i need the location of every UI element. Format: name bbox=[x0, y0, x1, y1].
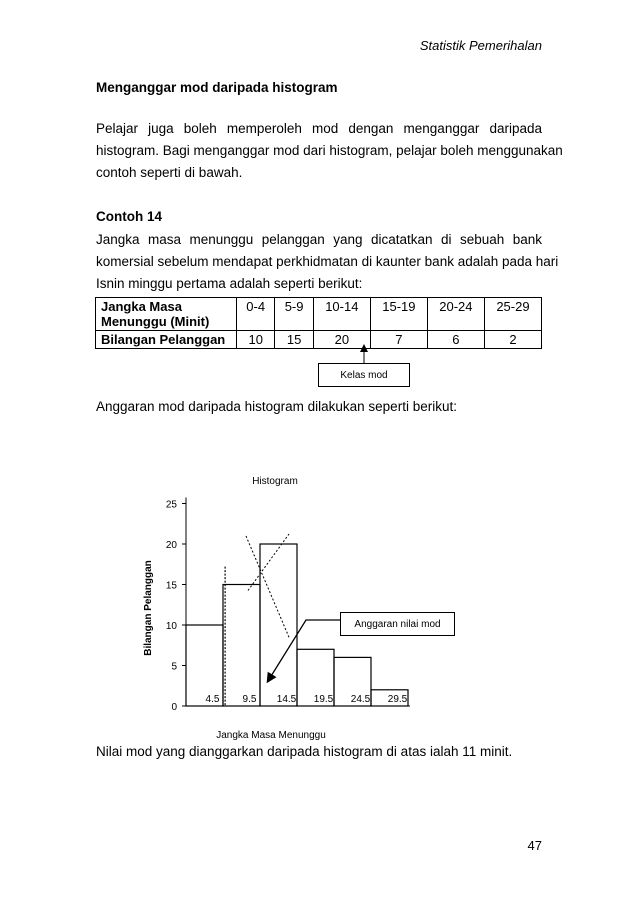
table-cell: 25-29 bbox=[484, 298, 541, 331]
x-boundary-label: 14.5 bbox=[276, 694, 297, 705]
y-tick-label: 25 bbox=[165, 499, 177, 511]
x-boundary-label: 19.5 bbox=[313, 694, 334, 705]
table-cell: 15 bbox=[275, 331, 313, 349]
y-tick-label: 10 bbox=[165, 621, 177, 632]
table-row-header: Bilangan Pelanggan bbox=[96, 331, 237, 349]
section-title: Menganggar mod daripada histogram bbox=[96, 80, 338, 95]
table-cell: 10 bbox=[237, 331, 275, 349]
table-cell: 15-19 bbox=[370, 298, 427, 331]
y-axis-label: Bilangan Pelanggan bbox=[143, 560, 154, 656]
x-boundary-label: 4.5 bbox=[205, 694, 220, 705]
table-cell: 5-9 bbox=[275, 298, 313, 331]
anggaran-nilai-mod-label: Anggaran nilai mod bbox=[340, 612, 455, 636]
table-cell: 10-14 bbox=[313, 298, 370, 331]
example-line: komersial sebelum mendapat perkhidmatan di kaunter bank adalah pada hari bbox=[96, 254, 559, 269]
kelas-mod-label: Kelas mod bbox=[318, 363, 410, 387]
intro-line: contoh seperti di bawah. bbox=[96, 165, 243, 180]
conclusion-text: Nilai mod yang dianggarkan daripada histogram di atas ialah 11 minit. bbox=[96, 744, 513, 759]
histogram-bar bbox=[223, 585, 260, 707]
x-boundary-label: 9.5 bbox=[242, 694, 257, 705]
example-line: Jangka masa menunggu pelanggan yang dicatatkan di sebuah bank bbox=[96, 232, 542, 247]
x-axis-label: Jangka Masa Menunggu bbox=[216, 730, 326, 741]
x-boundary-label: 29.5 bbox=[387, 694, 408, 705]
y-tick-label: 5 bbox=[171, 661, 177, 673]
mode-leader-arrow bbox=[268, 620, 340, 681]
table-cell: 0-4 bbox=[237, 298, 275, 331]
page-number: 47 bbox=[527, 838, 542, 853]
histogram-intro: Anggaran mod daripada histogram dilakukan seperti berikut: bbox=[96, 399, 457, 414]
table-cell: 2 bbox=[484, 331, 541, 349]
intro-line: Pelajar juga boleh memperoleh mod dengan menganggar daripada bbox=[96, 121, 542, 136]
y-tick-label: 0 bbox=[171, 702, 177, 713]
mode-construction-line bbox=[248, 534, 289, 591]
table-cell: 20 bbox=[313, 331, 370, 349]
example-line: Isnin minggu pertama adalah seperti berikut: bbox=[96, 276, 363, 291]
intro-line: histogram. Bagi menganggar mod dari histogram, pelajar boleh menggunakan bbox=[96, 143, 563, 158]
example-title: Contoh 14 bbox=[96, 209, 162, 224]
row-label: Menunggu (Minit) bbox=[101, 314, 210, 329]
y-tick-label: 20 bbox=[165, 540, 177, 551]
mode-construction-line bbox=[246, 536, 289, 637]
x-boundary-label: 24.5 bbox=[350, 694, 371, 705]
y-tick-label: 15 bbox=[165, 580, 177, 592]
histogram-bar bbox=[260, 544, 297, 706]
table-cell: 6 bbox=[427, 331, 484, 349]
row-label: Jangka Masa bbox=[101, 299, 182, 314]
table-cell: 7 bbox=[370, 331, 427, 349]
running-header: Statistik Pemerihalan bbox=[419, 38, 542, 53]
table-cell: 20-24 bbox=[427, 298, 484, 331]
chart-title: Histogram bbox=[252, 476, 298, 487]
